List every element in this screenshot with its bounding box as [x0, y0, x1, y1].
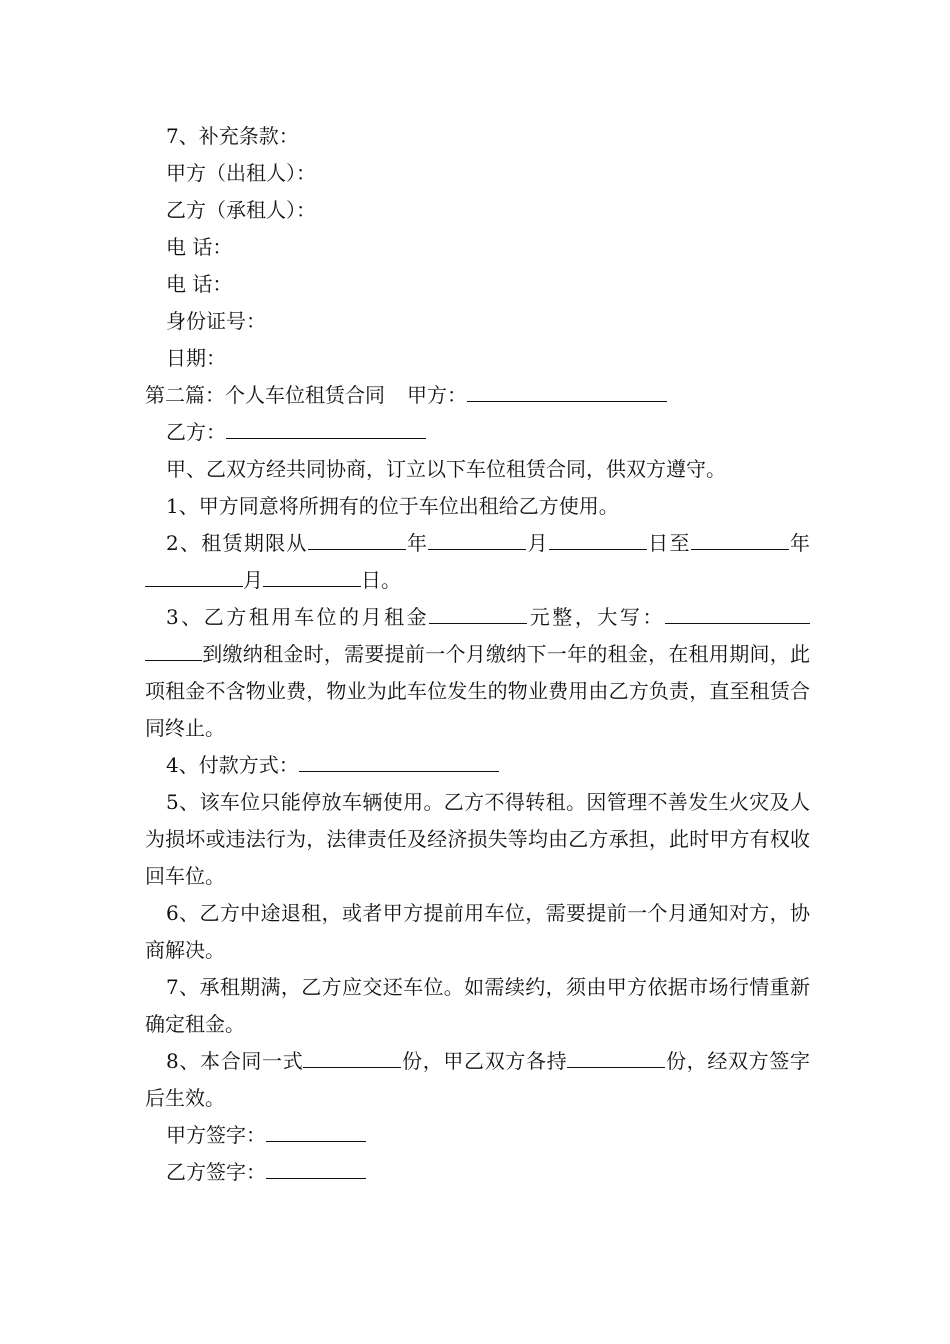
part2-title: 第二篇：个人车位租赁合同 [145, 383, 385, 407]
clause-2-text-a: 2、租赁期限从 [166, 531, 308, 555]
party-b-signature-line [145, 1154, 810, 1191]
clause-2-text-f: 月 [243, 568, 263, 592]
clause-4 [145, 747, 810, 784]
payment-method-blank [299, 749, 499, 772]
clause-3-text-a: 3、乙方租用车位的月租金 [166, 605, 430, 629]
clause-8-text-c: 份，经双方签字后生效。 [145, 1049, 811, 1110]
phone-label-2: 电 话： [166, 272, 233, 296]
clause-3 [145, 599, 810, 747]
clause-3-text-b: 元整，大写： [527, 605, 666, 629]
clause-1: 1、甲方同意将所拥有的位于车位出租给乙方使用。 [166, 494, 619, 518]
party-a-signature-label: 甲方签字： [166, 1123, 266, 1147]
rent-in-words-blank-1 [665, 601, 810, 624]
part2-party-a-label: 甲方： [407, 383, 467, 407]
party-b-signature-label: 乙方签字： [166, 1160, 266, 1184]
document-body [145, 118, 810, 1191]
start-year-blank [308, 527, 406, 550]
copies-blank [303, 1045, 401, 1068]
clause-7: 7、承租期满，乙方应交还车位。如需续约，须由甲方依据市场行情重新确定租金。 [145, 975, 810, 1036]
party-a-signature-blank [266, 1119, 366, 1142]
party-b-blank [226, 416, 426, 439]
clause-8 [145, 1043, 810, 1117]
start-month-blank [428, 527, 526, 550]
date-label: 日期： [166, 346, 226, 370]
copies-each-blank [567, 1045, 665, 1068]
clause-2-text-b: 年 [405, 531, 429, 555]
start-day-blank [549, 527, 647, 550]
clause-5: 5、该车位只能停放车辆使用。乙方不得转租。因管理不善发生火灾及人为损坏或违法行为，法律责任及经济损失等均由乙方承担，此时甲方有权收回车位。 [145, 790, 810, 888]
part2-title-line [145, 377, 810, 414]
clause-6: 6、乙方中途退租，或者甲方提前用车位，需要提前一个月通知对方，协商解决。 [145, 901, 810, 962]
clause-2-text-c: 月 [526, 531, 549, 555]
intro-paragraph: 甲、乙双方经共同协商，订立以下车位租赁合同，供双方遵守。 [166, 457, 726, 481]
clause-2-text-g: 日。 [361, 568, 401, 592]
id-number-label: 身份证号： [166, 309, 266, 333]
clause-7-supplementary: 7、补充条款： [166, 124, 299, 148]
party-b-lessee-label: 乙方（承租人）： [166, 198, 316, 222]
rent-in-words-blank-2 [145, 638, 202, 661]
end-year-blank [691, 527, 789, 550]
party-b-signature-blank [266, 1156, 366, 1179]
part2-party-b-label: 乙方： [166, 420, 226, 444]
clause-2-text-d: 日至 [646, 531, 691, 555]
phone-label-1: 电 话： [166, 235, 233, 259]
party-a-lessor-label: 甲方（出租人）： [166, 161, 316, 185]
clause-3-text-c: 到缴纳租金时，需要提前一个月缴纳下一年的租金，在租用期间，此项租金不含物业费，物业为此车位发生的物业费用由乙方负责，直至租赁合同终止。 [145, 642, 810, 740]
party-a-signature-line [145, 1117, 810, 1154]
clause-2-text-e: 年 [788, 531, 811, 555]
clause-2 [145, 525, 810, 599]
clause-8-text-a: 8、本合同一式 [166, 1049, 304, 1073]
clause-4-text: 4、付款方式： [166, 753, 299, 777]
end-day-blank [263, 564, 361, 587]
end-month-blank [145, 564, 243, 587]
party-a-blank [467, 379, 667, 402]
monthly-rent-blank [429, 601, 527, 624]
part2-party-b-line [145, 414, 810, 451]
clause-8-text-b: 份，甲乙双方各持 [401, 1049, 568, 1073]
